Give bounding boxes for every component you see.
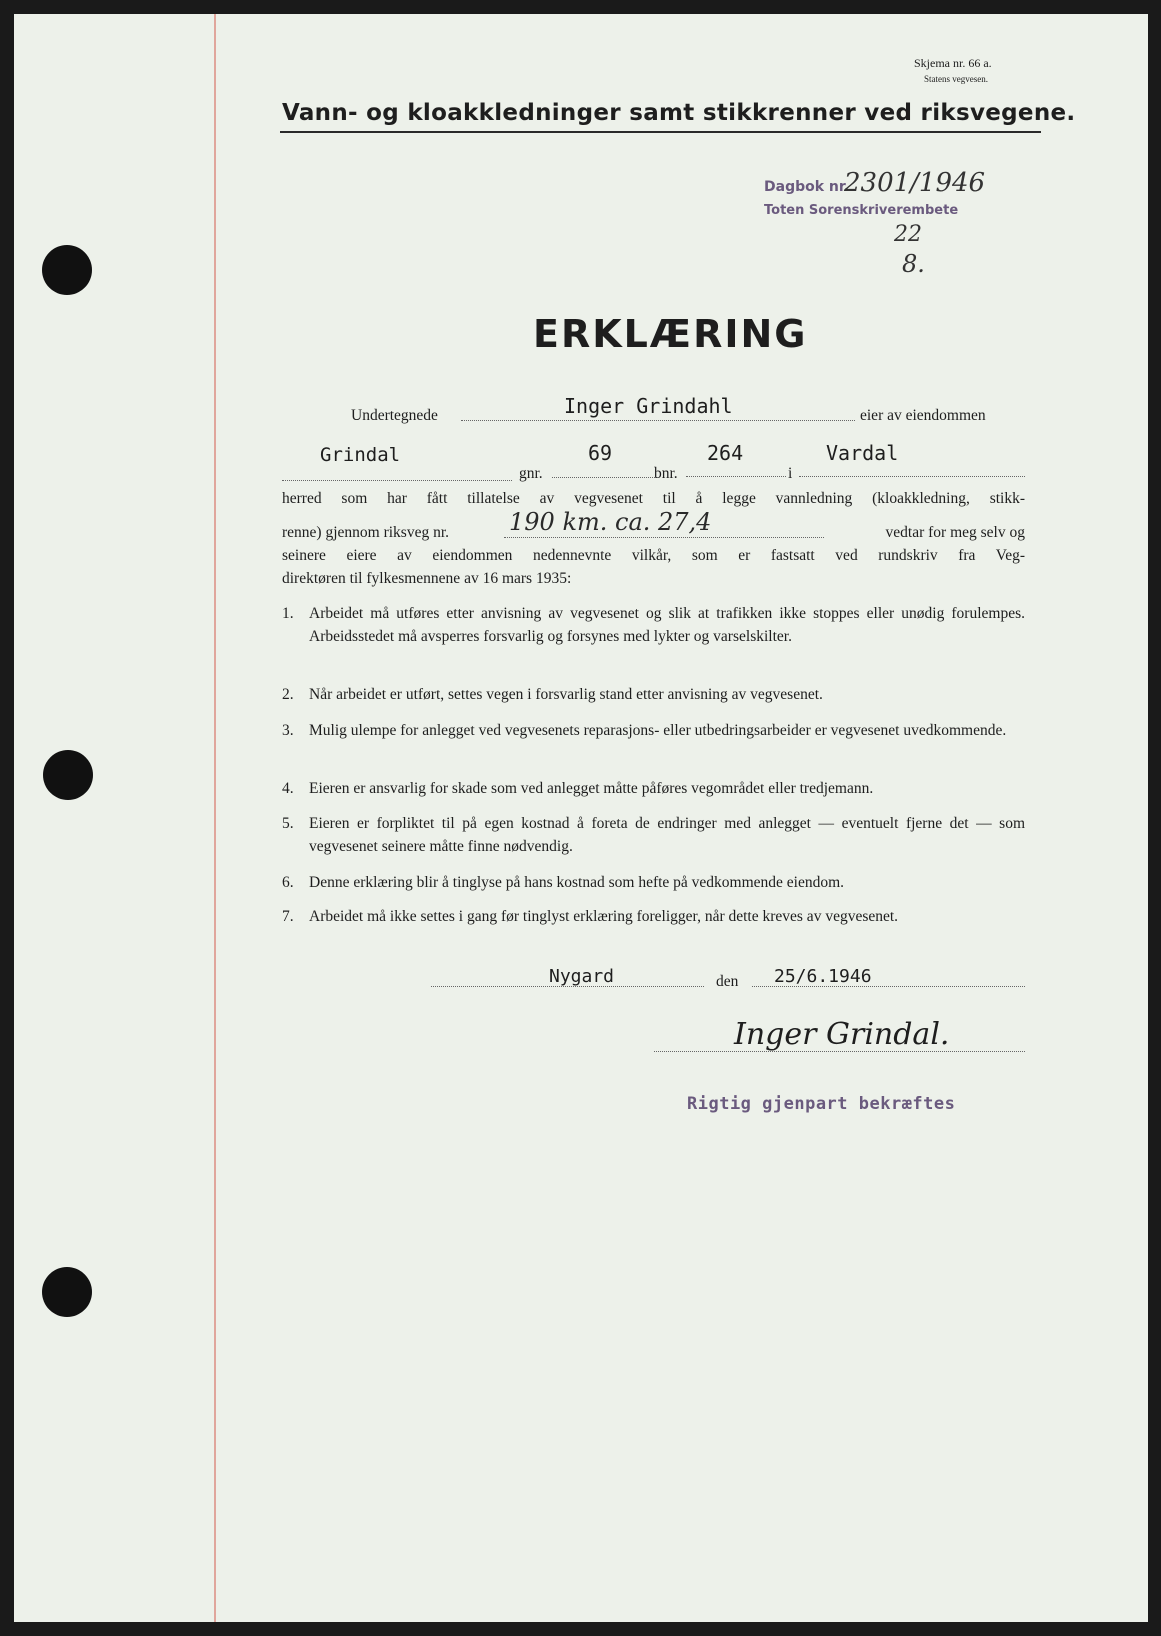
riksveg-label: renne) gjennom riksveg nr. — [282, 524, 450, 541]
bnr-value: 264 — [707, 441, 744, 465]
registry-number: 2301/1946 — [844, 168, 986, 198]
municipality: Vardal — [826, 441, 899, 465]
condition-text: Arbeidet må ikke settes i gang før tinglyst erklæring foreligger, når dette kreves av vegvesenet. — [309, 908, 899, 925]
registry-day: 22 — [894, 222, 922, 247]
property-name: Grindal — [320, 444, 401, 466]
form-issuer: Statens vegvesen. — [924, 74, 988, 84]
condition-number: 7. — [282, 908, 294, 925]
condition-text: Når arbeidet er utført, settes vegen i forsvarlig stand etter anvisning av vegvesenet. — [309, 686, 823, 703]
road-number: 190 km. ca. 27,4 — [509, 508, 712, 536]
punch-hole — [42, 245, 92, 295]
fill-line — [282, 480, 512, 481]
signing-place: Nygard — [549, 966, 615, 987]
document-heading: ERKLÆRING — [533, 312, 808, 356]
form-number: Skjema nr. 66 a. — [914, 56, 992, 70]
document-page — [14, 14, 1148, 1622]
gnr-value: 69 — [588, 441, 613, 465]
gnr-label: gnr. — [519, 465, 543, 482]
fill-line — [686, 476, 786, 477]
condition-text: Arbeidet må utføres etter anvisning av vegvesenet og slik at trafikken ikke stoppes eller unødig forulempes. Arbeidsstedet må avsperres forsvarlig og forsynes med lykter og varselskilter. — [309, 605, 1025, 645]
date-label: den — [716, 973, 739, 990]
form-line: vedtar for meg selv og — [885, 524, 1025, 541]
fill-line — [461, 420, 855, 421]
punch-hole — [42, 1267, 92, 1317]
punch-hole — [43, 750, 93, 800]
margin-line — [214, 14, 216, 1622]
form-line: herred som har fått tillatelse av vegvesenet til å legge vannledning (kloakkledning, stikk- — [282, 490, 1025, 507]
condition-text: Eieren er forpliktet til på egen kostnad å foreta de endringer med anlegget — eventuelt fjerne det — som vegvesenet seinere måtte finne nødvendig. — [309, 815, 1025, 855]
owner-label: eier av eiendommen — [860, 407, 986, 424]
title-underline — [280, 131, 1041, 133]
condition-number: 1. — [282, 605, 294, 622]
i-label: i — [788, 465, 793, 482]
form-line: direktøren til fylkesmennene av 16 mars 1935: — [282, 570, 572, 587]
condition-number: 6. — [282, 874, 294, 891]
registry-month: 8. — [902, 250, 925, 278]
undersigned-label: Undertegnede — [351, 407, 438, 424]
registry-stamp-line2: Toten Sorenskriverembete — [764, 203, 959, 218]
fill-line — [799, 476, 1025, 477]
signature: Inger Grindal. — [734, 1017, 950, 1052]
signing-date: 25/6.1946 — [774, 966, 872, 987]
condition-number: 3. — [282, 722, 294, 739]
condition-text: Eieren er ansvarlig for skade som ved anlegget måtte påføres vegområdet eller tredjemann. — [309, 780, 874, 797]
condition-text: Denne erklæring blir å tinglyse på hans kostnad som hefte på vedkommende eiendom. — [309, 874, 845, 891]
undersigned-name: Inger Grindahl — [564, 394, 733, 418]
form-line: seinere eiere av eiendommen nedennevnte vilkår, som er fastsatt ved rundskriv fra Veg- — [282, 547, 1025, 564]
fill-line — [552, 477, 657, 478]
condition-text: Mulig ulempe for anlegget ved vegvesenets reparasjons- eller utbedringsarbeider er vegvesenet uvedkommende. — [309, 722, 1007, 739]
fill-line — [504, 537, 824, 538]
bnr-label: bnr. — [654, 465, 678, 482]
form-title: Vann- og kloakkledninger samt stikkrenner ved riksvegene. — [282, 100, 1076, 126]
certification-stamp: Rigtig gjenpart bekræftes — [687, 1094, 956, 1114]
condition-number: 5. — [282, 815, 294, 832]
condition-number: 4. — [282, 780, 294, 797]
condition-number: 2. — [282, 686, 294, 703]
registry-stamp-line1: Dagbok nr. — [764, 179, 850, 195]
